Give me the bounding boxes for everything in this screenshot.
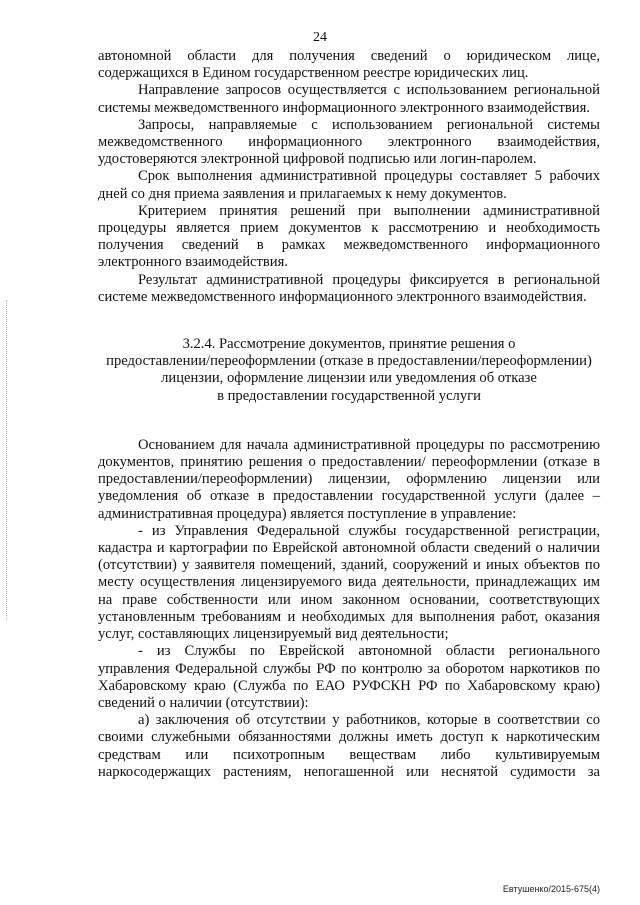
document-body (98, 48, 600, 781)
section-heading-line: 3.2.4. Рассмотрение документов, принятие решения о (182, 336, 516, 353)
section-heading-line: предоставлении/переоформлении (отказе в предоставлении/переоформлении) (106, 353, 592, 370)
section-heading (98, 336, 600, 405)
paragraph: Срок выполнения административной процедуры составляет 5 рабочих дней со дня приема заявления и прилагаемых к нему документов. (98, 168, 600, 202)
section-heading-line: в предоставлении государственной услуги (217, 387, 481, 404)
paragraph: Направление запросов осуществляется с использованием региональной системы межведомственного информационного электронного взаимодействия. (98, 82, 600, 116)
scan-margin-artifact (6, 300, 8, 620)
paragraph: Результат административной процедуры фиксируется в региональной системе межведомственного информационного электронного взаимодействия. (98, 271, 600, 305)
paragraph: Запросы, направляемые с использованием региональной системы межведомственного информационного электронного взаимодействия, удостоверяются электронной цифровой подписью или логин-паролем. (98, 116, 600, 168)
paragraph: а) заключения об отсутствии у работников, которые в соответствии со своими служебными обязанностями должны иметь доступ к наркотическим средствам или психотропным веществам либо культивируемым наркосодержащих растениям, непогашенной или неснятой судимости за (98, 712, 600, 780)
section-heading-line: лицензии, оформление лицензии или уведомления об отказе (161, 370, 537, 387)
document-reference-code: Евтушенко/2015-675(4) (502, 884, 600, 894)
paragraph: - из Службы по Еврейской автономной области регионального управления Федеральной службы РФ по контролю за оборотом наркотиков по Хабаровскому краю (Служба по ЕАО РУФСКН РФ по Хабаровскому краю) сведений о наличии (отсутствии): (98, 643, 600, 711)
paragraph: Основанием для начала административной процедуры по рассмотрению документов, принятию решения о предоставлении/ переоформлении (отказе в предоставлении/переоформлении) лицензии, оформлению лицензии или уведомления об отказе в предоставлении государственной услуги (далее – административная процедура) является поступление в управление: (98, 436, 600, 522)
page-number: 24 (313, 30, 327, 45)
paragraph: - из Управления Федеральной службы государственной регистрации, кадастра и картографии по Еврейской автономной области сведений о наличии (отсутствии) у заявителя помещений, зданий, сооружений и иных объектов по месту осуществления лицензируемого вида деятельности, принадлежащих им на праве собственности или ином законном основании, соответствующих установленным требованиям и необходимых для выполнения работ, оказания услуг, составляющих лицензируемый вид деятельности; (98, 522, 600, 643)
paragraph: автономной области для получения сведений о юридическом лице, содержащихся в Едином государственном реестре юридических лиц. (98, 48, 600, 82)
paragraph: Критерием принятия решений при выполнении административной процедуры является прием документов к рассмотрению и необходимость получения сведений в рамках межведомственного информационного электронного взаимодействия. (98, 202, 600, 271)
